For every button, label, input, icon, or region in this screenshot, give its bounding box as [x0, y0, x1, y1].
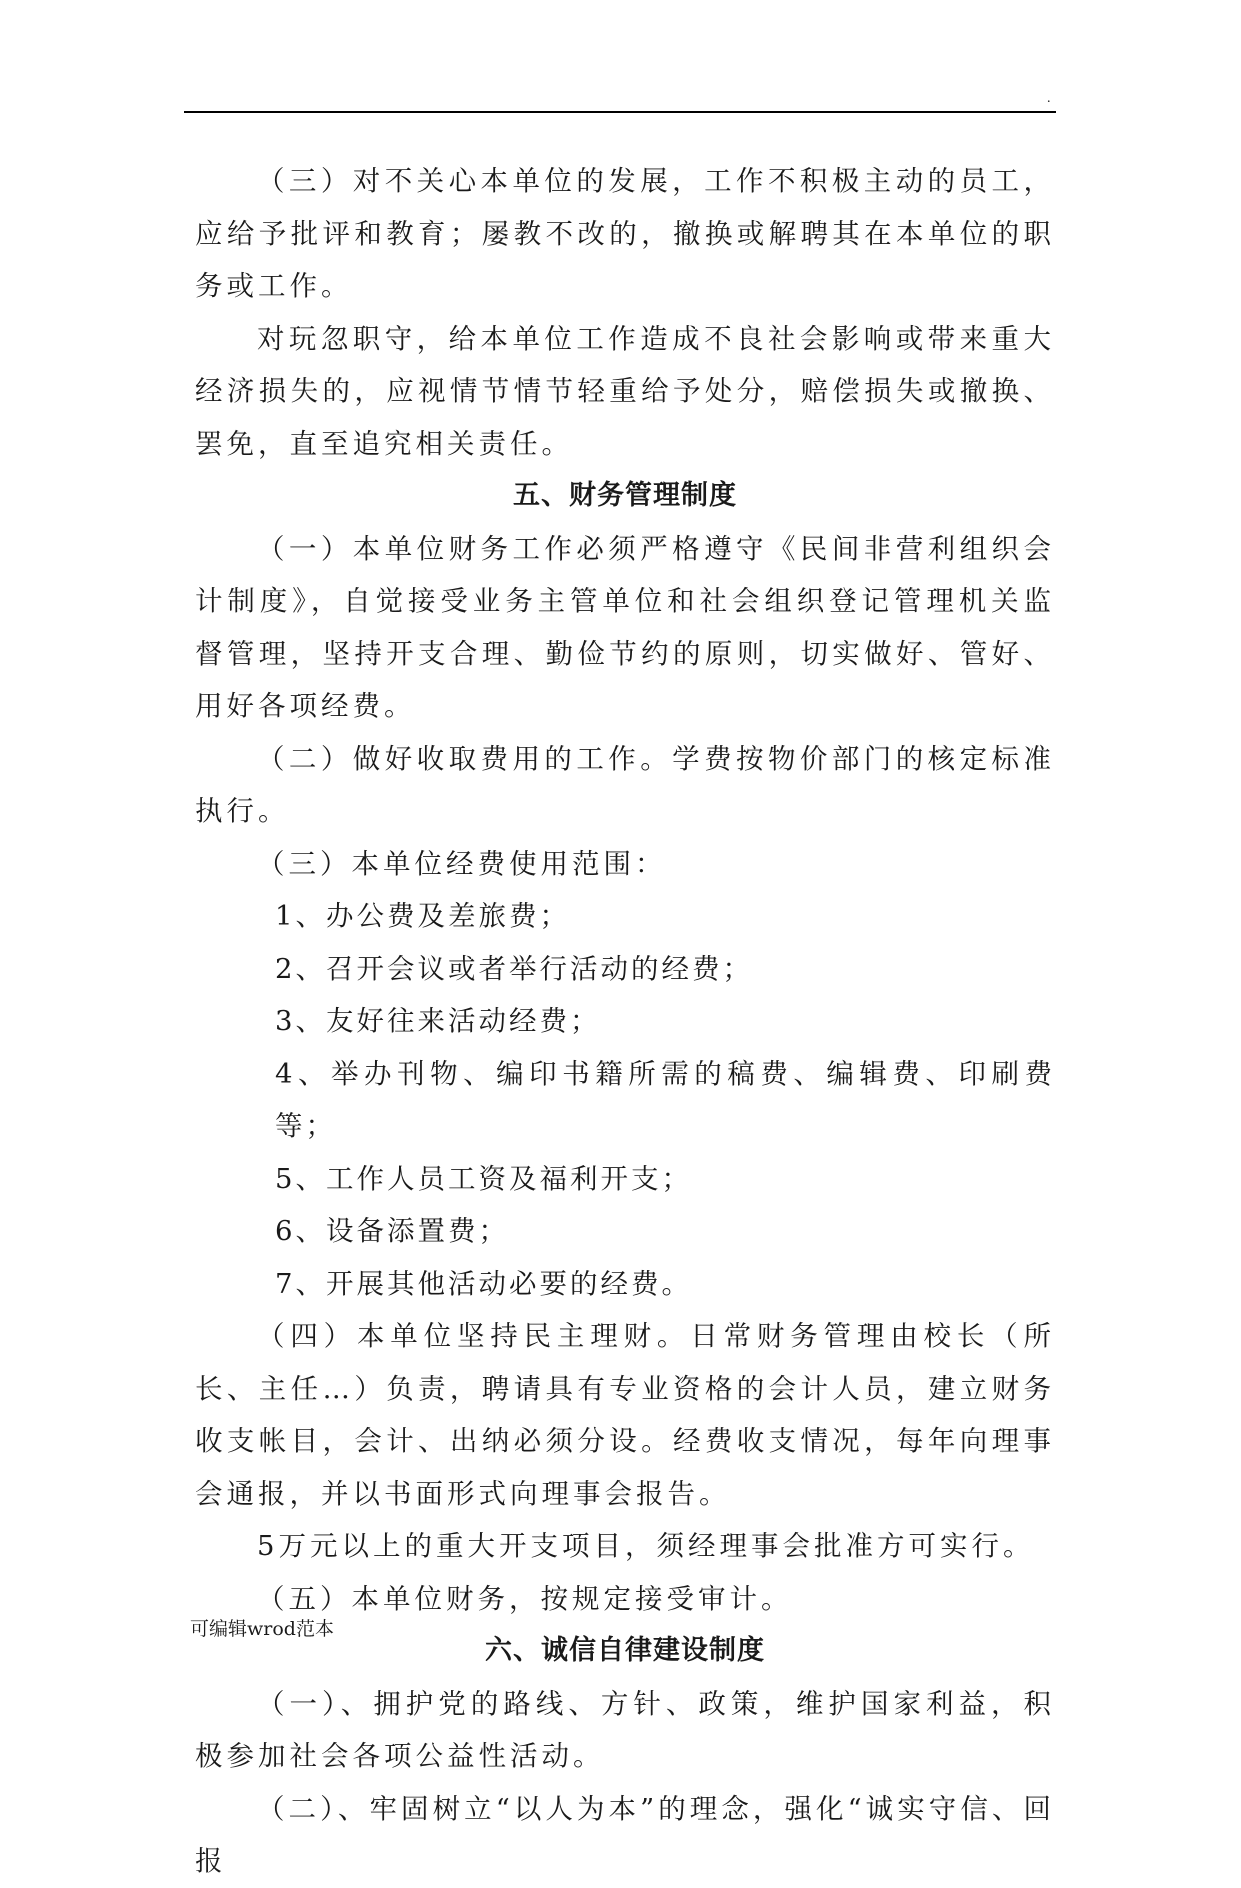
- list-item: 4、举办刊物、编印书籍所需的稿费、编辑费、印刷费等；: [275, 1057, 1055, 1142]
- header-rule: [184, 111, 1056, 113]
- list-item: 5、工作人员工资及福利开支；: [275, 1162, 692, 1195]
- list-item: 2、召开会议或者举行活动的经费；: [275, 952, 753, 985]
- list-item: 6、设备添置费；: [275, 1215, 509, 1247]
- paragraph-integrity-1: （一）、拥护党的路线、方针、政策，维护国家利益，积极参加社会各项公益性活动。: [195, 1687, 1055, 1772]
- paragraph-finance-2: （二）做好收取费用的工作。学费按物价部门的核定标准执行。: [195, 742, 1055, 827]
- paragraph-major-expense: 5万元以上的重大开支项目，须经理事会批准方可实行。: [257, 1530, 1035, 1562]
- section-heading-integrity: 六、诚信自律建设制度: [485, 1635, 765, 1666]
- paragraph-dereliction: 对玩忽职守，给本单位工作造成不良社会影响或带来重大经济损失的，应视情节情节轻重给予处分，赔偿损失或撤换、罢免，直至追究相关责任。: [195, 322, 1055, 460]
- paragraph-integrity-2: （二）、牢固树立“以人为本”的理念，强化“诚实守信、回报: [195, 1792, 1055, 1877]
- list-item: 1、办公费及差旅费；: [275, 900, 570, 932]
- footer-text: 可编辑wrod范本: [190, 1618, 334, 1640]
- list-item: 7、开展其他活动必要的经费。: [275, 1267, 692, 1300]
- paragraph-finance-3: （三）本单位经费使用范围：: [257, 847, 667, 880]
- paragraph-finance-4: （四）本单位坚持民主理财。日常财务管理由校长（所长、主任…）负责，聘请具有专业资格的会计人员，建立财务收支帐目，会计、出纳必须分设。经费收支情况，每年向理事会通报，并以书面形式向理事会报告。: [195, 1320, 1055, 1510]
- paragraph-finance-1: （一）本单位财务工作必须严格遵守《民间非营利组织会计制度》，自觉接受业务主管单位和社会组织登记管理机关监督管理，坚持开支合理、勤俭节约的原则，切实做好、管好、用好各项经费。: [195, 532, 1055, 722]
- paragraph-finance-5: （五）本单位财务，按规定接受审计。: [257, 1582, 793, 1615]
- list-item: 3、友好往来活动经费；: [275, 1005, 601, 1037]
- paragraph-3-disciplinary: （三）对不关心本单位的发展，工作不积极主动的员工，应给予批评和教育；屡教不改的，撤换或解聘其在本单位的职务或工作。: [195, 165, 1055, 302]
- section-heading-finance: 五、财务管理制度: [513, 480, 737, 511]
- header-mark: .: [1047, 91, 1051, 106]
